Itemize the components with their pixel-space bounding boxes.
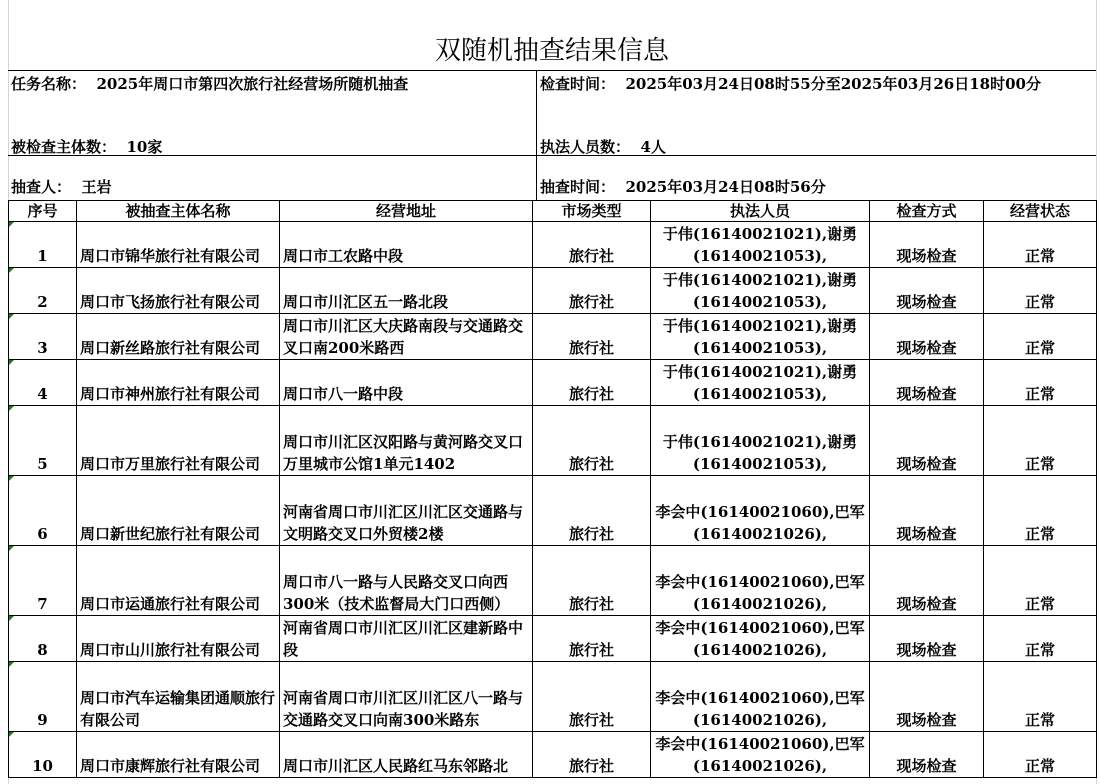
cell-address[interactable]: 河南省周口市川汇区川汇区八一路与交通路交叉口向南300米路东 <box>280 662 533 732</box>
cell-indicator-icon <box>9 662 14 667</box>
cell-no[interactable]: 3 <box>9 314 77 360</box>
cell-officers[interactable]: 李会中(16140021060),巴军(16140021026), <box>651 662 870 732</box>
cell-status[interactable]: 正常 <box>984 732 1097 778</box>
cell-no[interactable]: 7 <box>9 546 77 616</box>
cell-name[interactable]: 周口市神州旅行社有限公司 <box>77 360 280 406</box>
cell-indicator-icon <box>9 314 14 319</box>
cell-indicator-icon <box>9 360 14 365</box>
sampler[interactable] <box>11 177 111 197</box>
cell-method[interactable]: 现场检查 <box>870 732 984 778</box>
cell-type[interactable]: 旅行社 <box>533 268 651 314</box>
cell-officers[interactable]: 于伟(16140021021),谢勇(16140021053), <box>651 222 870 268</box>
check-time-value: 2025年03月24日08时55分至2025年03月26日18时00分 <box>625 75 1041 93</box>
cell-status[interactable]: 正常 <box>984 360 1097 406</box>
sample-time-label: 抽查时间： <box>540 178 616 196</box>
cell-type[interactable]: 旅行社 <box>533 662 651 732</box>
cell-name[interactable]: 周口新世纪旅行社有限公司 <box>77 476 280 546</box>
table-row <box>9 360 1097 406</box>
cell-name[interactable]: 周口市万里旅行社有限公司 <box>77 406 280 476</box>
cell-no[interactable]: 9 <box>9 662 77 732</box>
cell-method[interactable]: 现场检查 <box>870 662 984 732</box>
column-header[interactable]: 被抽查主体名称 <box>77 201 280 222</box>
cell-status[interactable]: 正常 <box>984 546 1097 616</box>
sample-time[interactable] <box>540 177 826 197</box>
cell-no[interactable]: 6 <box>9 476 77 546</box>
cell-officers[interactable]: 于伟(16140021021),谢勇(16140021053), <box>651 314 870 360</box>
sample-time-value: 2025年03月24日08时56分 <box>625 178 826 196</box>
check-time[interactable] <box>540 74 1090 94</box>
cell-address[interactable]: 周口市川汇区五一路北段 <box>280 268 533 314</box>
cell-method[interactable]: 现场检查 <box>870 546 984 616</box>
results-table <box>8 200 1097 778</box>
cell-no[interactable]: 5 <box>9 406 77 476</box>
cell-indicator-icon <box>9 476 14 481</box>
cell-type[interactable]: 旅行社 <box>533 314 651 360</box>
cell-name[interactable]: 周口市飞扬旅行社有限公司 <box>77 268 280 314</box>
officers-label: 执法人员数： <box>540 138 631 156</box>
cell-indicator-icon <box>9 268 14 273</box>
cell-status[interactable]: 正常 <box>984 476 1097 546</box>
cell-officers[interactable]: 于伟(16140021021),谢勇(16140021053), <box>651 268 870 314</box>
table-row <box>9 662 1097 732</box>
cell-officers[interactable]: 于伟(16140021021),谢勇(16140021053), <box>651 360 870 406</box>
cell-type[interactable]: 旅行社 <box>533 546 651 616</box>
cell-address[interactable]: 周口市川汇区大庆路南段与交通路交叉口南200米路西 <box>280 314 533 360</box>
page-title: 双随机抽查结果信息 <box>434 36 669 66</box>
cell-status[interactable]: 正常 <box>984 222 1097 268</box>
table-row <box>9 546 1097 616</box>
cell-indicator-icon <box>9 222 14 227</box>
cell-type[interactable]: 旅行社 <box>533 406 651 476</box>
cell-name[interactable]: 周口市锦华旅行社有限公司 <box>77 222 280 268</box>
subjects-count[interactable] <box>11 137 162 157</box>
cell-status[interactable]: 正常 <box>984 662 1097 732</box>
cell-type[interactable]: 旅行社 <box>533 616 651 662</box>
cell-status[interactable]: 正常 <box>984 406 1097 476</box>
column-header[interactable]: 序号 <box>9 201 77 222</box>
table-row <box>9 314 1097 360</box>
cell-no[interactable]: 1 <box>9 222 77 268</box>
cell-no[interactable]: 2 <box>9 268 77 314</box>
cell-method[interactable]: 现场检查 <box>870 268 984 314</box>
cell-address[interactable]: 周口市川汇区人民路红马东邻路北 <box>280 732 533 778</box>
cell-officers[interactable]: 李会中(16140021060),巴军(16140021026), <box>651 546 870 616</box>
cell-officers[interactable]: 于伟(16140021021),谢勇(16140021053), <box>651 406 870 476</box>
cell-status[interactable]: 正常 <box>984 616 1097 662</box>
cell-name[interactable]: 周口市汽车运输集团通顺旅行有限公司 <box>77 662 280 732</box>
officers-value: 4人 <box>640 138 666 156</box>
cell-method[interactable]: 现场检查 <box>870 406 984 476</box>
cell-type[interactable]: 旅行社 <box>533 476 651 546</box>
check-time-label: 检查时间： <box>540 75 616 93</box>
column-header[interactable]: 检查方式 <box>870 201 984 222</box>
column-header[interactable]: 经营地址 <box>280 201 533 222</box>
cell-indicator-icon <box>9 406 14 411</box>
officers-count[interactable] <box>540 137 666 157</box>
cell-address[interactable]: 周口市川汇区汉阳路与黄河路交叉口万里城市公馆1单元1402 <box>280 406 533 476</box>
cell-no[interactable]: 8 <box>9 616 77 662</box>
table-row <box>9 732 1097 778</box>
table-row <box>9 222 1097 268</box>
sampler-label: 抽查人： <box>11 178 72 196</box>
header-divider <box>536 70 537 200</box>
cell-name[interactable]: 周口市康辉旅行社有限公司 <box>77 732 280 778</box>
sampler-value: 王岩 <box>81 178 112 196</box>
cell-indicator-icon <box>9 732 14 737</box>
cell-type[interactable]: 旅行社 <box>533 360 651 406</box>
cell-name[interactable]: 周口新丝路旅行社有限公司 <box>77 314 280 360</box>
cell-address[interactable]: 河南省周口市川汇区川汇区交通路与文明路交叉口外贸楼2楼 <box>280 476 533 546</box>
subjects-value: 10家 <box>126 138 163 156</box>
cell-officers[interactable]: 李会中(16140021060),巴军(16140021026), <box>651 616 870 662</box>
cell-status[interactable]: 正常 <box>984 314 1097 360</box>
table-row <box>9 476 1097 546</box>
cell-type[interactable]: 旅行社 <box>533 222 651 268</box>
table-row <box>9 268 1097 314</box>
column-header[interactable]: 执法人员 <box>651 201 870 222</box>
cell-address[interactable]: 河南省周口市川汇区川汇区建新路中段 <box>280 616 533 662</box>
task-name[interactable] <box>11 74 531 94</box>
column-header[interactable]: 经营状态 <box>984 201 1097 222</box>
table-row <box>9 406 1097 476</box>
table-header-row <box>9 201 1097 222</box>
cell-officers[interactable]: 李会中(16140021060),巴军(16140021026), <box>651 476 870 546</box>
subjects-label: 被检查主体数： <box>11 138 117 156</box>
cell-status[interactable]: 正常 <box>984 268 1097 314</box>
cell-address[interactable]: 周口市八一路中段 <box>280 360 533 406</box>
cell-method[interactable]: 现场检查 <box>870 222 984 268</box>
cell-indicator-icon <box>9 546 14 551</box>
cell-method[interactable]: 现场检查 <box>870 314 984 360</box>
cell-method[interactable]: 现场检查 <box>870 616 984 662</box>
task-name-value: 2025年周口市第四次旅行社经营场所随机抽查 <box>96 75 409 93</box>
cell-type[interactable]: 旅行社 <box>533 732 651 778</box>
header-divider <box>8 70 1096 71</box>
table-row <box>9 616 1097 662</box>
cell-no[interactable]: 4 <box>9 360 77 406</box>
cell-address[interactable]: 周口市八一路与人民路交叉口向西300米（技术监督局大门口西侧） <box>280 546 533 616</box>
column-header[interactable]: 市场类型 <box>533 201 651 222</box>
cell-address[interactable]: 周口市工农路中段 <box>280 222 533 268</box>
cell-officers[interactable]: 李会中(16140021060),巴军(16140021026), <box>651 732 870 778</box>
cell-method[interactable]: 现场检查 <box>870 360 984 406</box>
cell-name[interactable]: 周口市山川旅行社有限公司 <box>77 616 280 662</box>
task-name-label: 任务名称： <box>11 75 87 93</box>
cell-method[interactable]: 现场检查 <box>870 476 984 546</box>
cell-no[interactable]: 10 <box>9 732 77 778</box>
cell-name[interactable]: 周口市运通旅行社有限公司 <box>77 546 280 616</box>
cell-indicator-icon <box>9 616 14 621</box>
